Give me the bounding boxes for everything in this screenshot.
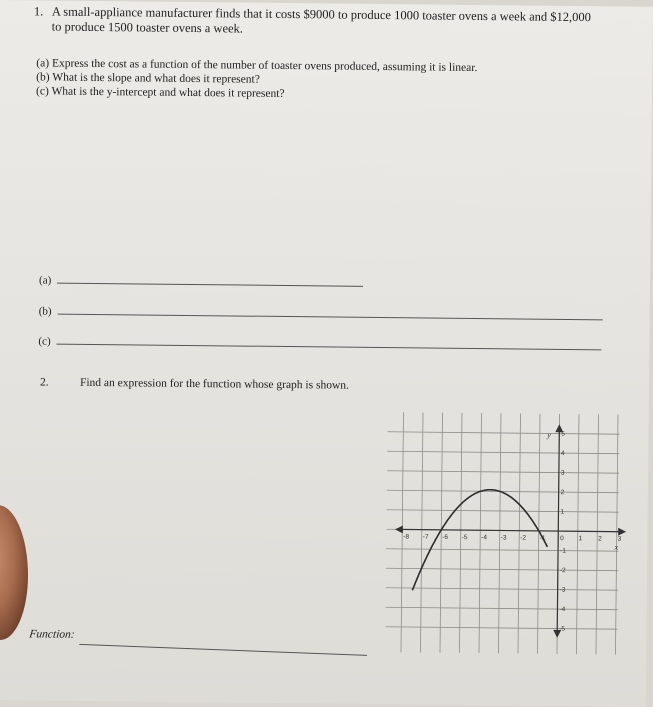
x-tick-label: -4 bbox=[481, 534, 488, 542]
grid-line-horizontal bbox=[387, 471, 619, 473]
y-tick-label: -4 bbox=[559, 606, 566, 614]
function-answer-line[interactable] bbox=[79, 644, 367, 656]
y-tick-label: 2 bbox=[560, 489, 565, 497]
x-tick-label: 1 bbox=[578, 535, 583, 543]
x-axis-label: x bbox=[614, 542, 619, 552]
y-axis-label: y bbox=[547, 430, 551, 440]
question-1-parts bbox=[36, 56, 477, 103]
grid-line-vertical bbox=[459, 413, 462, 653]
answer-a-label: (a) bbox=[39, 274, 52, 287]
answer-b-line[interactable] bbox=[58, 314, 603, 321]
question-2 bbox=[39, 376, 349, 392]
answer-b bbox=[39, 305, 603, 323]
grid-line-vertical bbox=[518, 413, 521, 653]
answer-c-line[interactable] bbox=[57, 344, 602, 351]
y-tick-label: -3 bbox=[559, 586, 566, 594]
grid-line-horizontal bbox=[387, 432, 619, 434]
question-1-line-2: to produce 1500 toaster ovens a week. bbox=[51, 19, 244, 36]
y-tick-label: -2 bbox=[559, 567, 566, 575]
grid-line-horizontal bbox=[386, 588, 618, 590]
grid-line-horizontal bbox=[387, 510, 619, 512]
answer-a-line[interactable] bbox=[57, 283, 363, 287]
y-tick-label: 3 bbox=[560, 469, 565, 477]
question-1-part-a: (a) Express the cost as a function of the number of toaster ovens produced, assuming it is linear. bbox=[36, 57, 478, 75]
answer-c-label: (c) bbox=[38, 335, 51, 348]
grid-line-vertical bbox=[576, 414, 579, 654]
question-1-number: 1. bbox=[33, 4, 44, 19]
grid-line-vertical bbox=[596, 414, 599, 654]
question-2-text: Find an expression for the function whose graph is shown. bbox=[79, 376, 349, 392]
x-tick-label: -3 bbox=[500, 534, 507, 542]
graph-axes bbox=[395, 424, 626, 637]
grid-line-horizontal bbox=[386, 607, 618, 609]
x-tick-label: -8 bbox=[403, 533, 410, 541]
x-tick-label: 2 bbox=[598, 535, 602, 543]
grid-line-horizontal bbox=[386, 549, 618, 551]
question-1 bbox=[34, 4, 634, 40]
x-tick-label: 3 bbox=[617, 535, 622, 543]
graph-grid bbox=[385, 412, 620, 654]
x-axis bbox=[398, 529, 622, 531]
answer-c bbox=[38, 335, 601, 353]
function-label: Function: bbox=[28, 628, 76, 641]
x-tick-label: -6 bbox=[442, 533, 449, 541]
function-graph bbox=[385, 412, 620, 654]
x-tick-label: -2 bbox=[520, 534, 527, 542]
x-tick-label: 0 bbox=[560, 535, 564, 543]
answer-b-label: (b) bbox=[38, 305, 52, 318]
x-tick-label: -7 bbox=[422, 533, 429, 541]
x-tick-label: -1 bbox=[539, 534, 546, 542]
question-2-number: 2. bbox=[39, 376, 49, 389]
question-1-part-c: (c) What is the y-intercept and what does it represent? bbox=[35, 85, 285, 100]
x-tick-label: -5 bbox=[461, 534, 468, 542]
y-tick-label: -5 bbox=[559, 625, 566, 633]
y-tick-label: 5 bbox=[561, 430, 565, 438]
grid-line-horizontal bbox=[387, 451, 619, 453]
question-1-part-b: (b) What is the slope and what does it represent? bbox=[36, 71, 260, 86]
y-tick-label: 4 bbox=[561, 450, 565, 458]
answer-a bbox=[39, 274, 363, 289]
grid-line-vertical bbox=[420, 412, 423, 652]
y-tick-label: -1 bbox=[560, 547, 566, 555]
grid-line-vertical bbox=[479, 413, 482, 653]
grid-line-horizontal bbox=[385, 627, 617, 629]
y-tick-label: 1 bbox=[560, 508, 565, 516]
grid-line-vertical bbox=[615, 414, 618, 654]
question-1-line-1: A small-appliance manufacturer finds that it costs $9000 to produce 1000 toaster ovens a week and $12,000 bbox=[51, 4, 592, 25]
grid-line-vertical bbox=[498, 413, 501, 653]
